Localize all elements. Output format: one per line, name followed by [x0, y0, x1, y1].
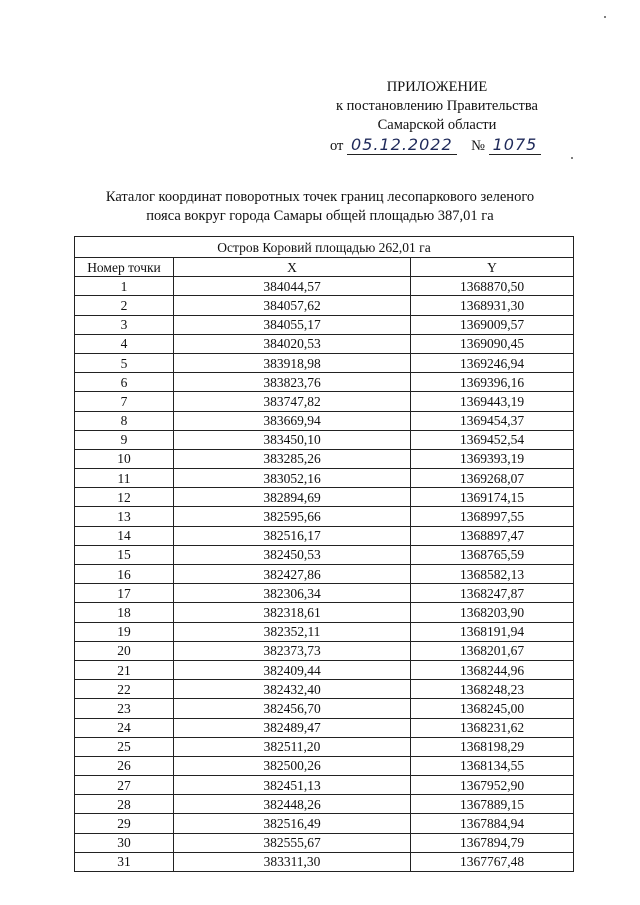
table-row	[75, 814, 574, 833]
y-coordinate-cell: 1369246,94	[411, 353, 574, 372]
x-coordinate-cell: 384055,17	[174, 315, 411, 334]
y-coordinate-cell: 1368897,47	[411, 526, 574, 545]
y-coordinate-cell: 1368248,23	[411, 680, 574, 699]
x-coordinate-cell: 382352,11	[174, 622, 411, 641]
resolution-reference: к постановлению Правительства	[336, 98, 538, 114]
date-number-line	[312, 135, 562, 156]
document-title	[60, 188, 580, 226]
table-row	[75, 680, 574, 699]
y-coordinate-cell: 1368870,50	[411, 277, 574, 296]
table-row	[75, 392, 574, 411]
table-header-row	[75, 258, 574, 277]
table-row	[75, 756, 574, 775]
x-coordinate-cell: 383747,82	[174, 392, 411, 411]
table-row	[75, 334, 574, 353]
table-row	[75, 833, 574, 852]
x-coordinate-cell: 382432,40	[174, 680, 411, 699]
appendix-header	[312, 78, 562, 156]
x-coordinate-cell: 382489,47	[174, 718, 411, 737]
x-coordinate-cell: 382555,67	[174, 833, 411, 852]
y-coordinate-cell: 1368765,59	[411, 545, 574, 564]
point-number-cell: 28	[75, 795, 174, 814]
point-number-cell: 13	[75, 507, 174, 526]
point-number-cell: 6	[75, 373, 174, 392]
table-row	[75, 545, 574, 564]
table-row	[75, 641, 574, 660]
point-number-cell: 1	[75, 277, 174, 296]
y-coordinate-cell: 1368134,55	[411, 756, 574, 775]
point-number-cell: 14	[75, 526, 174, 545]
table-row	[75, 411, 574, 430]
x-coordinate-cell: 384057,62	[174, 296, 411, 315]
y-coordinate-cell: 1368231,62	[411, 718, 574, 737]
x-coordinate-cell: 382450,53	[174, 545, 411, 564]
x-coordinate-cell: 384020,53	[174, 334, 411, 353]
point-number-cell: 25	[75, 737, 174, 756]
table-row	[75, 622, 574, 641]
table-body	[75, 277, 574, 872]
table-row	[75, 449, 574, 468]
point-number-cell: 2	[75, 296, 174, 315]
table-row	[75, 353, 574, 372]
point-number-cell: 17	[75, 584, 174, 603]
column-header-y: Y	[411, 258, 574, 277]
table-row	[75, 507, 574, 526]
y-coordinate-cell: 1369393,19	[411, 449, 574, 468]
point-number-cell: 26	[75, 756, 174, 775]
y-coordinate-cell: 1368582,13	[411, 565, 574, 584]
table-row	[75, 660, 574, 679]
y-coordinate-cell: 1369174,15	[411, 488, 574, 507]
point-number-cell: 19	[75, 622, 174, 641]
table-row	[75, 699, 574, 718]
point-number-cell: 24	[75, 718, 174, 737]
table-row	[75, 430, 574, 449]
y-coordinate-cell: 1367884,94	[411, 814, 574, 833]
handwritten-number: 1075	[489, 135, 542, 155]
point-number-cell: 9	[75, 430, 174, 449]
x-coordinate-cell: 382500,26	[174, 756, 411, 775]
table-row	[75, 373, 574, 392]
x-coordinate-cell: 382427,86	[174, 565, 411, 584]
y-coordinate-cell: 1368247,87	[411, 584, 574, 603]
table-row	[75, 277, 574, 296]
table-row	[75, 603, 574, 622]
table-caption-row	[75, 237, 574, 258]
y-coordinate-cell: 1369396,16	[411, 373, 574, 392]
table-caption: Остров Коровий площадью 262,01 га	[75, 237, 574, 258]
point-number-cell: 31	[75, 852, 174, 871]
x-coordinate-cell: 383285,26	[174, 449, 411, 468]
point-number-cell: 20	[75, 641, 174, 660]
y-coordinate-cell: 1368997,55	[411, 507, 574, 526]
y-coordinate-cell: 1369009,57	[411, 315, 574, 334]
point-number-cell: 7	[75, 392, 174, 411]
table-row	[75, 315, 574, 334]
date-prefix: от	[330, 138, 344, 154]
point-number-cell: 11	[75, 469, 174, 488]
scan-speck	[604, 16, 606, 18]
point-number-cell: 12	[75, 488, 174, 507]
y-coordinate-cell: 1368244,96	[411, 660, 574, 679]
point-number-cell: 3	[75, 315, 174, 334]
table-row	[75, 526, 574, 545]
y-coordinate-cell: 1368191,94	[411, 622, 574, 641]
x-coordinate-cell: 382448,26	[174, 795, 411, 814]
x-coordinate-cell: 383918,98	[174, 353, 411, 372]
y-coordinate-cell: 1369268,07	[411, 469, 574, 488]
handwritten-date: 05.12.2022	[347, 135, 457, 155]
point-number-cell: 8	[75, 411, 174, 430]
y-coordinate-cell: 1368198,29	[411, 737, 574, 756]
table-row	[75, 795, 574, 814]
x-coordinate-cell: 383669,94	[174, 411, 411, 430]
y-coordinate-cell: 1369443,19	[411, 392, 574, 411]
x-coordinate-cell: 382318,61	[174, 603, 411, 622]
table-row	[75, 488, 574, 507]
x-coordinate-cell: 383052,16	[174, 469, 411, 488]
scan-speck	[571, 157, 573, 159]
table-row	[75, 296, 574, 315]
point-number-cell: 4	[75, 334, 174, 353]
table-row	[75, 469, 574, 488]
point-number-cell: 23	[75, 699, 174, 718]
title-line-1: Каталог координат поворотных точек границ лесопаркового зеленого	[105, 189, 535, 205]
column-header-x: X	[174, 258, 411, 277]
point-number-cell: 27	[75, 776, 174, 795]
y-coordinate-cell: 1369452,54	[411, 430, 574, 449]
y-coordinate-cell: 1368931,30	[411, 296, 574, 315]
table-row	[75, 584, 574, 603]
point-number-cell: 15	[75, 545, 174, 564]
y-coordinate-cell: 1368203,90	[411, 603, 574, 622]
table-row	[75, 718, 574, 737]
point-number-cell: 10	[75, 449, 174, 468]
table-row	[75, 737, 574, 756]
x-coordinate-cell: 384044,57	[174, 277, 411, 296]
x-coordinate-cell: 382409,44	[174, 660, 411, 679]
coordinates-table	[74, 236, 574, 872]
x-coordinate-cell: 382306,34	[174, 584, 411, 603]
x-coordinate-cell: 383311,30	[174, 852, 411, 871]
x-coordinate-cell: 382456,70	[174, 699, 411, 718]
y-coordinate-cell: 1367894,79	[411, 833, 574, 852]
point-number-cell: 22	[75, 680, 174, 699]
x-coordinate-cell: 382511,20	[174, 737, 411, 756]
column-header-point-number: Номер точки	[75, 258, 174, 277]
y-coordinate-cell: 1367889,15	[411, 795, 574, 814]
point-number-cell: 16	[75, 565, 174, 584]
y-coordinate-cell: 1368201,67	[411, 641, 574, 660]
x-coordinate-cell: 382373,73	[174, 641, 411, 660]
x-coordinate-cell: 382451,13	[174, 776, 411, 795]
y-coordinate-cell: 1369090,45	[411, 334, 574, 353]
point-number-cell: 30	[75, 833, 174, 852]
x-coordinate-cell: 382595,66	[174, 507, 411, 526]
point-number-cell: 5	[75, 353, 174, 372]
x-coordinate-cell: 383450,10	[174, 430, 411, 449]
number-prefix: №	[471, 138, 485, 154]
x-coordinate-cell: 383823,76	[174, 373, 411, 392]
point-number-cell: 21	[75, 660, 174, 679]
table-row	[75, 776, 574, 795]
point-number-cell: 18	[75, 603, 174, 622]
region-name: Самарской области	[377, 117, 497, 133]
x-coordinate-cell: 382516,49	[174, 814, 411, 833]
y-coordinate-cell: 1367952,90	[411, 776, 574, 795]
y-coordinate-cell: 1367767,48	[411, 852, 574, 871]
y-coordinate-cell: 1368245,00	[411, 699, 574, 718]
x-coordinate-cell: 382894,69	[174, 488, 411, 507]
table-row	[75, 565, 574, 584]
title-line-2: пояса вокруг города Самары общей площадью 387,01 га	[146, 208, 494, 224]
appendix-title: ПРИЛОЖЕНИЕ	[386, 79, 488, 95]
table-row	[75, 852, 574, 871]
x-coordinate-cell: 382516,17	[174, 526, 411, 545]
y-coordinate-cell: 1369454,37	[411, 411, 574, 430]
point-number-cell: 29	[75, 814, 174, 833]
